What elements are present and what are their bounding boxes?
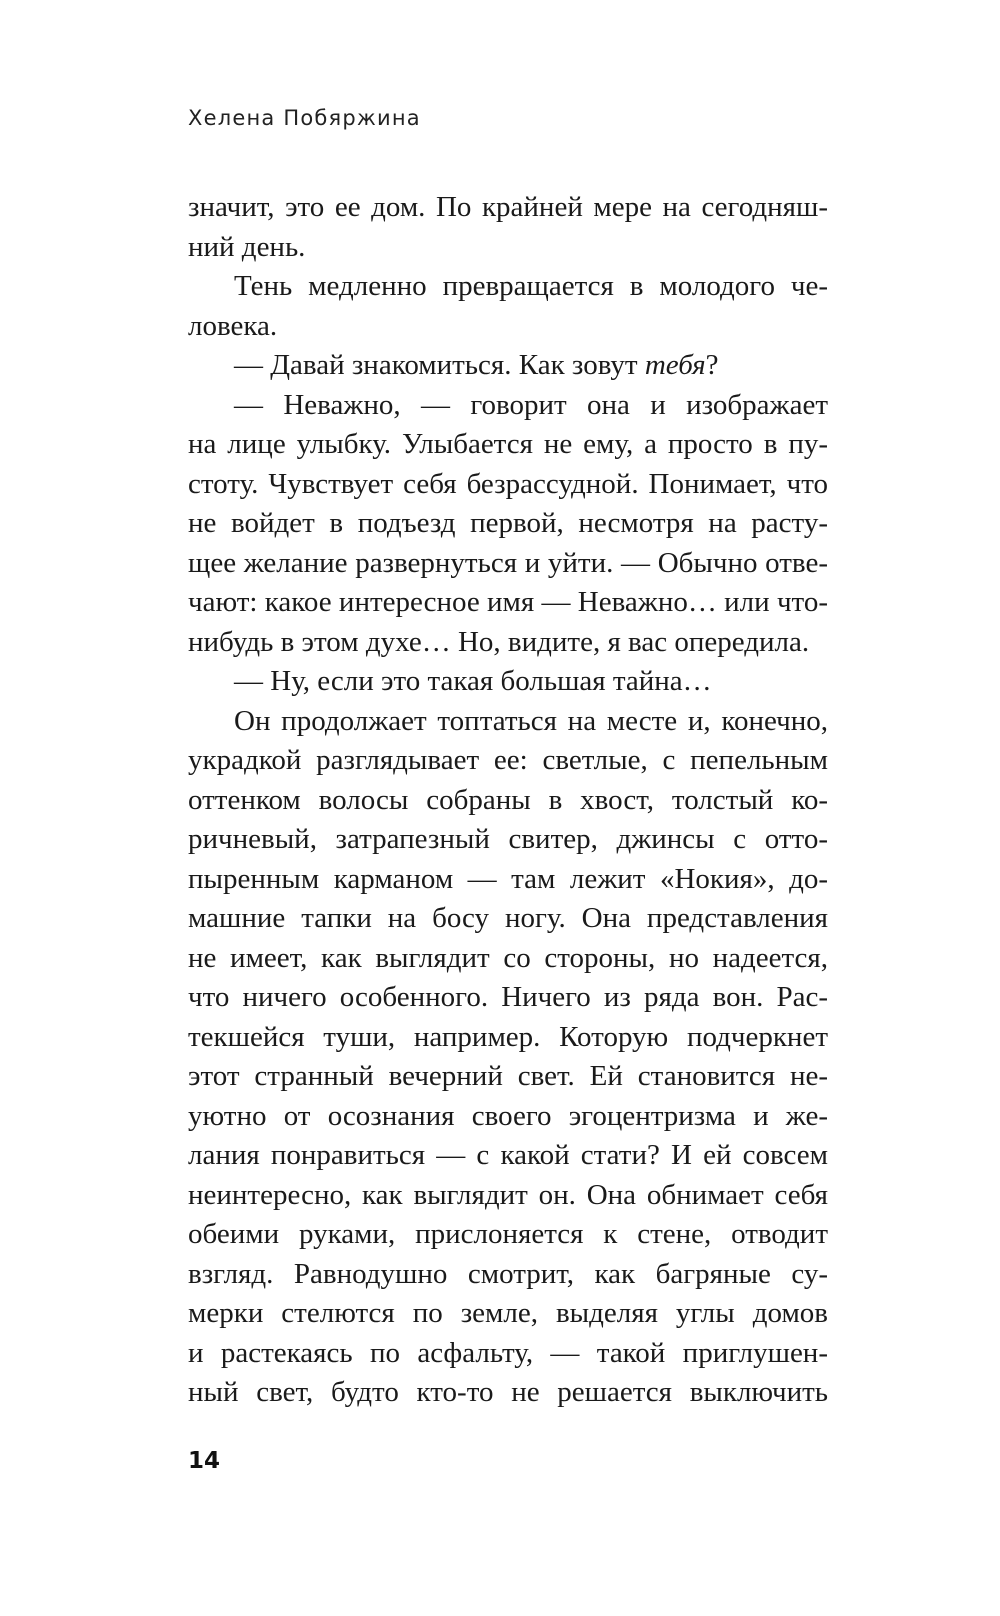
text-line: оттенком волосы собраны в хвост, толстый ко- — [188, 783, 828, 816]
text-line: ный свет, будто кто-то не решается выключить — [188, 1376, 828, 1408]
text-line: нибудь в этом духе… Но, видите, я вас опередила. — [188, 625, 810, 658]
text-line: пыренным карманом — там лежит «Нокия», до- — [188, 862, 828, 895]
text-line: мерки стелются по земле, выделяя углы домов — [188, 1297, 828, 1329]
text-line: значит, это ее дом. По крайней мере на сегодняш- — [188, 191, 828, 223]
text-line: щее желание развернуться и уйти. — Обычно отве- — [188, 546, 828, 579]
text-line: ловека. — [188, 309, 278, 342]
text-line: и растекаясь по асфальту, — такой приглушен- — [188, 1336, 828, 1369]
text-line: чают: какое интересное имя — Неважно… или что- — [188, 586, 828, 618]
text-line: лания понравиться — с какой стати? И ей совсем — [188, 1139, 828, 1171]
text-line: не имеет, как выглядит со стороны, но надеется, — [188, 941, 828, 974]
text-line: ний день. — [188, 230, 306, 263]
text-line: не войдет в подъезд первой, несмотря на расту- — [188, 507, 828, 539]
body-text — [188, 188, 828, 1413]
text-line: что ничего особенного. Ничего из ряда вон. Рас- — [188, 981, 828, 1013]
text-line: — Неважно, — говорит она и изображает — [234, 388, 828, 421]
text-line: стоту. Чувствует себя безрассудной. Понимает, что — [188, 467, 828, 500]
text-line: текшейся туши, например. Которую подчеркнет — [188, 1020, 828, 1053]
text-line: ричневый, затрапезный свитер, джинсы с отто- — [188, 823, 828, 855]
text-line: украдкой разглядывает ее: светлые, с пепельным — [188, 744, 828, 776]
text-line: машние тапки на босу ногу. Она представления — [188, 902, 828, 934]
text-line: Тень медленно превращается в молодого че- — [234, 270, 828, 302]
text-line: уютно от осознания своего эгоцентризма и же- — [188, 1099, 828, 1132]
text-line: неинтересно, как выглядит он. Она обнимает себя — [188, 1178, 828, 1211]
text-line: на лице улыбку. Улыбается не ему, а просто в пу- — [188, 428, 828, 460]
text-line: Он продолжает топтаться на месте и, конечно, — [234, 704, 828, 737]
text-line: — Давай знакомиться. Как зовут тебя? — [234, 349, 719, 381]
page-number: 14 — [188, 1448, 221, 1474]
text-line: обеими руками, прислоняется к стене, отводит — [188, 1218, 828, 1250]
text-line: этот странный вечерний свет. Ей становится не- — [188, 1060, 828, 1092]
running-head-author: Хелена Побяржина — [188, 106, 421, 130]
text-line: — Ну, если это такая большая тайна… — [234, 665, 712, 697]
text-line: взгляд. Равнодушно смотрит, как багряные су- — [188, 1257, 828, 1290]
